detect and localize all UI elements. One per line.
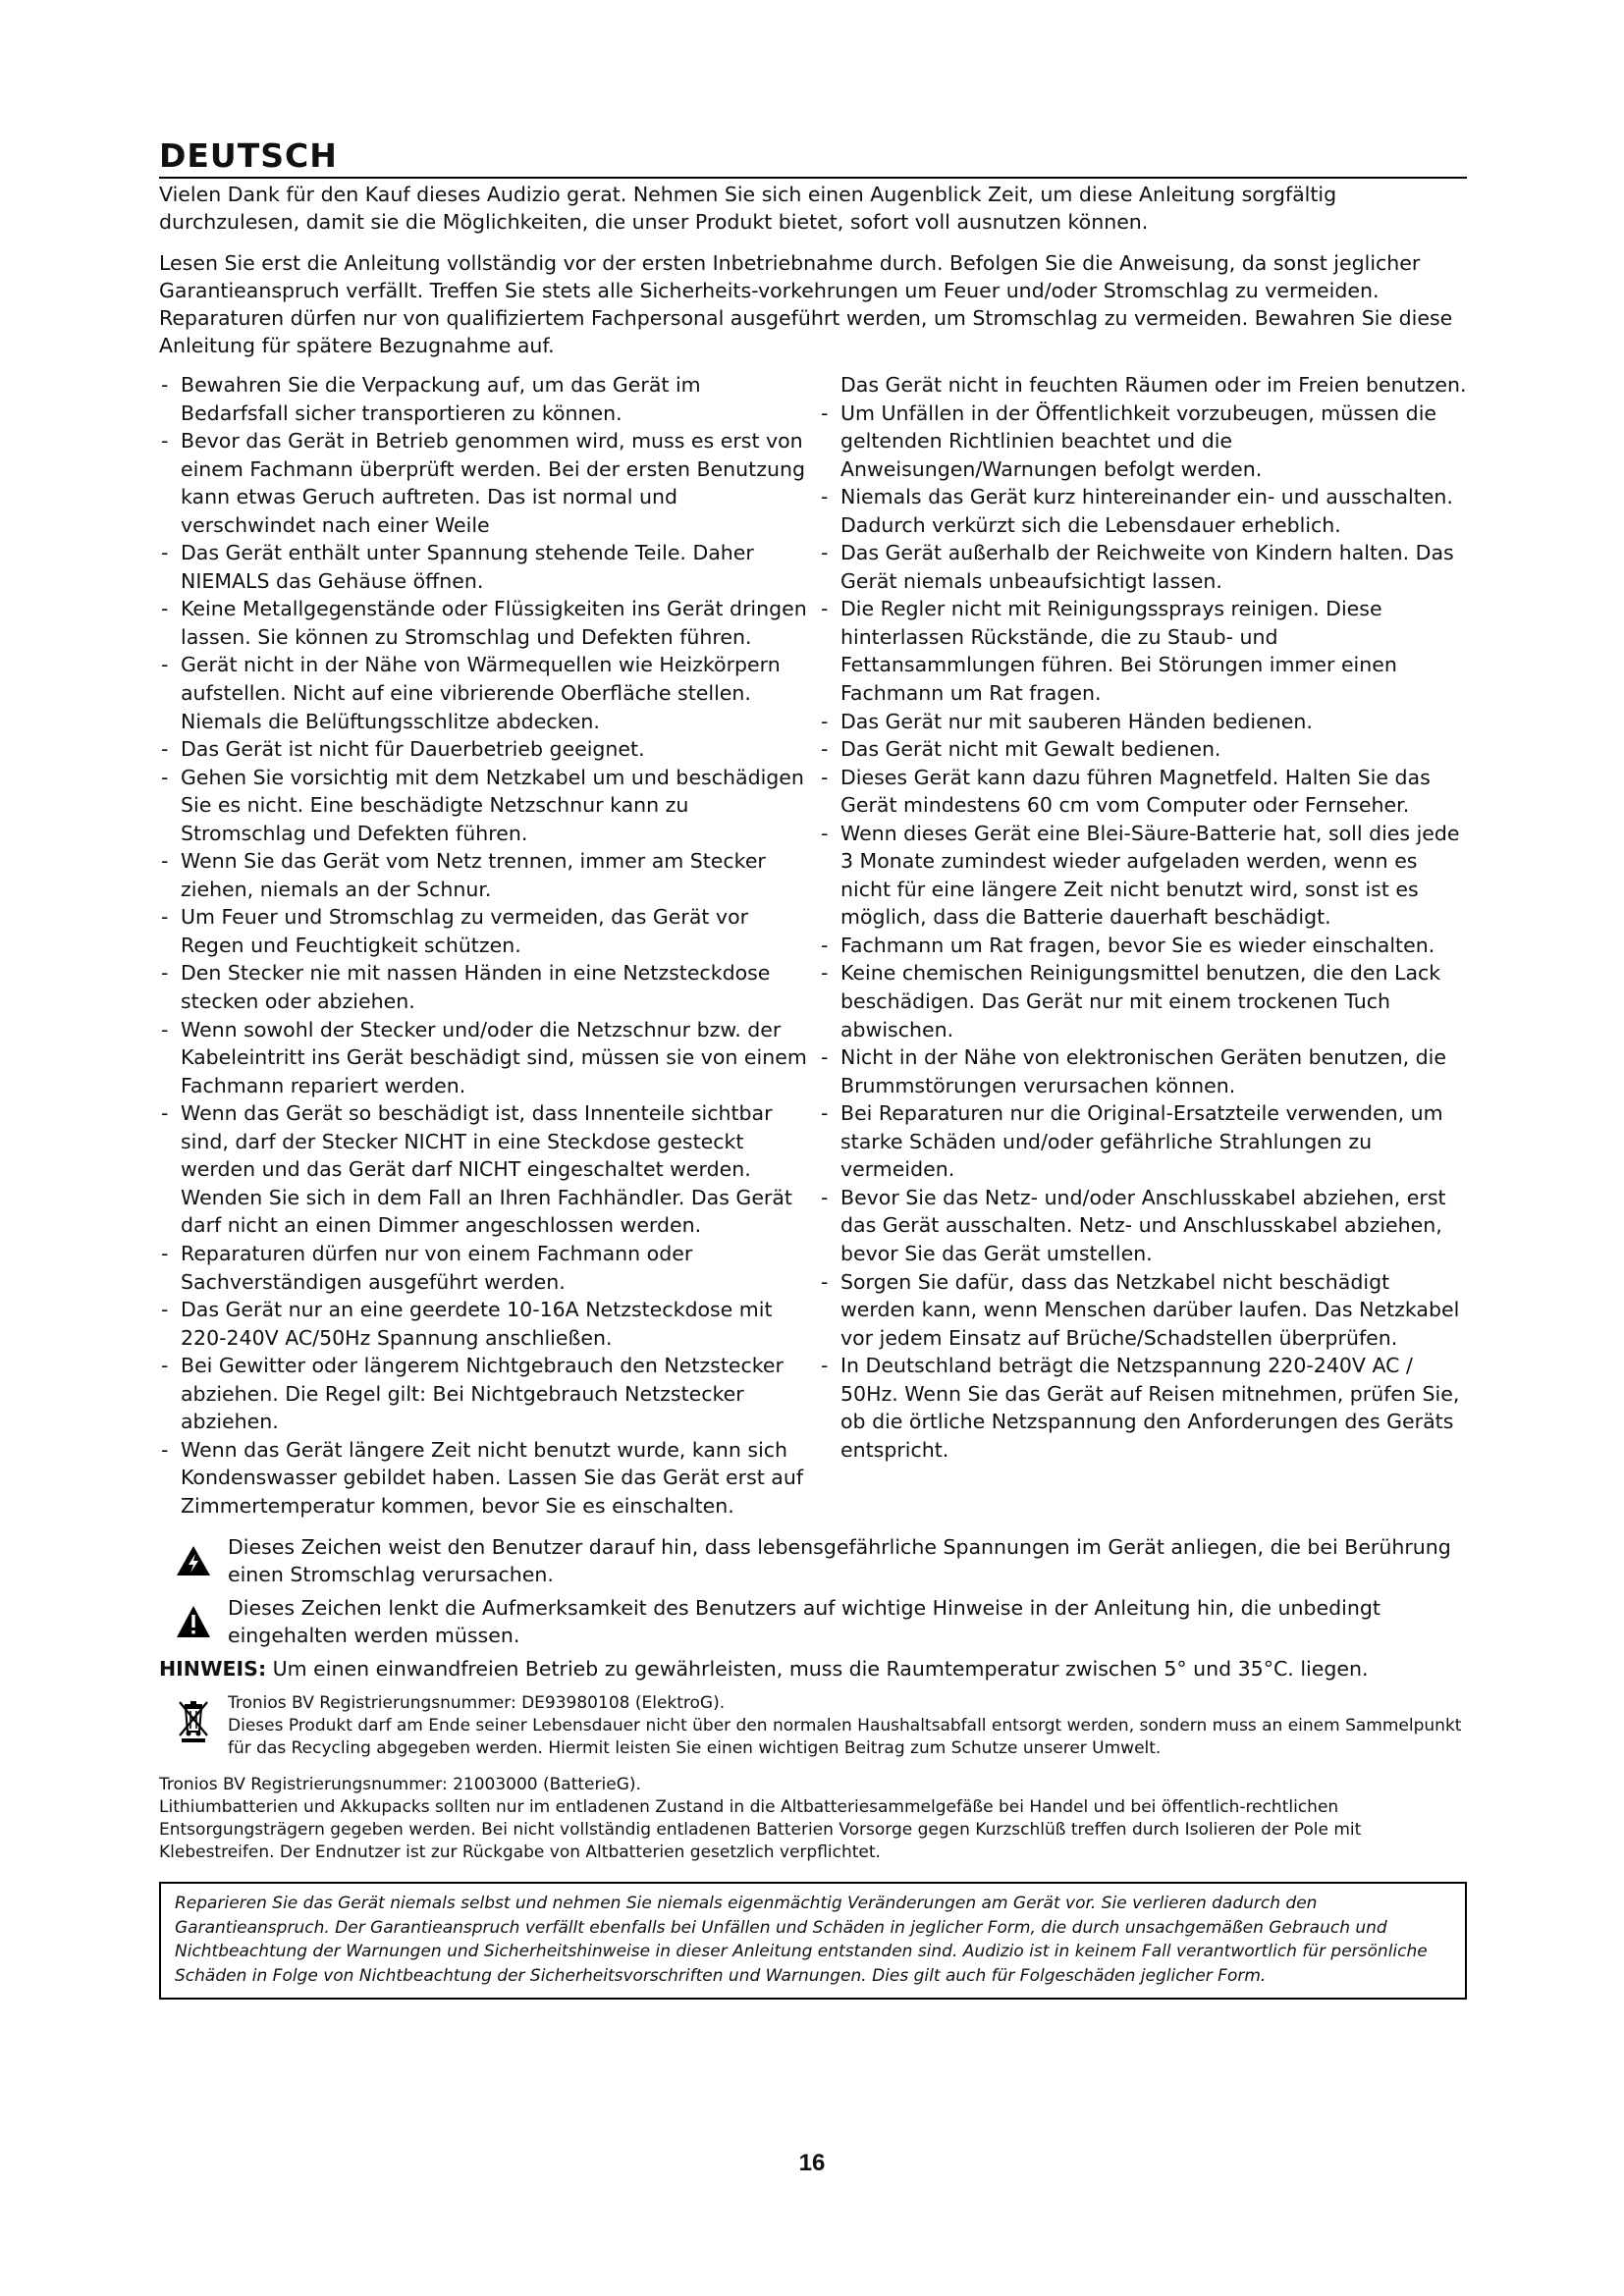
bullet-dash: -: [821, 541, 829, 565]
list-item-text: Gehen Sie vorsichtig mit dem Netzkabel um und beschädigen Sie es nicht. Eine beschädigte Netzschnur kann zu Stromschlag und Defekten führen.: [181, 765, 804, 845]
list-item-text: Wenn sowohl der Stecker und/oder die Netzschnur bzw. der Kabeleintritt ins Gerät beschädigt sind, müssen sie von einem Fachmann repariert werden.: [181, 1017, 807, 1097]
list-item-text: Bei Gewitter oder längerem Nichtgebrauch den Netzstecker abziehen. Die Regel gilt: Bei Nichtgebrauch Netzstecker abziehen.: [181, 1354, 784, 1434]
list-item: [819, 735, 1467, 764]
bullet-dash: -: [821, 1354, 829, 1378]
list-item: [159, 1296, 807, 1352]
list-item-text: Das Gerät enthält unter Spannung stehende Teile. Daher NIEMALS das Gehäuse öffnen.: [181, 541, 754, 593]
list-item: [159, 1436, 807, 1521]
list-item: [159, 651, 807, 735]
bullet-dash: -: [821, 1045, 829, 1070]
bullet-dash: -: [161, 1354, 169, 1378]
bullet-dash: -: [821, 597, 829, 621]
list-item-text: Reparaturen dürfen nur von einem Fachmann oder Sachverständigen ausgeführt werden.: [181, 1241, 693, 1294]
list-item: [819, 1043, 1467, 1099]
bullet-dash: -: [821, 933, 829, 957]
list-item: [819, 959, 1467, 1043]
list-item: [819, 1268, 1467, 1353]
battery-registration: Tronios BV Registrierungsnummer: 21003000 (BatterieG).: [159, 1775, 641, 1795]
weee-text: Dieses Produkt darf am Ende seiner Lebensdauer nicht über den normalen Haushaltsabfall entsorgt werden, sondern muss an einem Sammelpunkt für das Recycling abgegeben werden. Hiermit leisten Sie einen wichtigen Beitrag zum Schutze unserer Umwelt.: [228, 1716, 1462, 1759]
bullet-dash: -: [821, 821, 829, 845]
intro-section: [159, 181, 1467, 359]
list-item: [159, 595, 807, 651]
list-item-text: Den Stecker nie mit nassen Händen in eine Netzsteckdose stecken oder abziehen.: [181, 961, 771, 1014]
bullet-dash: -: [161, 653, 169, 677]
weee-text-block: [228, 1692, 1467, 1760]
list-item: [159, 1099, 807, 1240]
manual-page: [159, 137, 1467, 2000]
list-item: [159, 427, 807, 539]
list-item-text: Dieses Gerät kann dazu führen Magnetfeld. Halten Sie das Gerät mindestens 60 cm vom Computer oder Fernseher.: [840, 765, 1431, 818]
list-item: [159, 1016, 807, 1100]
list-item-text: Die Regler nicht mit Reinigungssprays reinigen. Diese hinterlassen Rückstände, die zu Staub- und Fettansammlungen führen. Bei Störungen immer einen Fachmann um Rat fragen.: [840, 597, 1397, 706]
bullet-dash: -: [161, 429, 169, 454]
bullet-dash: -: [161, 737, 169, 762]
bullet-dash: -: [821, 1101, 829, 1126]
list-item-text: Fachmann um Rat fragen, bevor Sie es wieder einschalten.: [840, 933, 1435, 957]
list-item-text: Wenn das Gerät längere Zeit nicht benutzt wurde, kann sich Kondenswasser gebildet haben. Lassen Sie das Gerät erst auf Zimmertemperatur kommen, bevor Sie es einschalten.: [181, 1437, 804, 1518]
list-item: [819, 539, 1467, 595]
list-item-continuation: Das Gerät nicht in feuchten Räumen oder im Freien benutzen.: [840, 373, 1467, 397]
list-item: [159, 539, 807, 595]
list-item-text: Keine chemischen Reinigungsmittel benutzen, die den Lack beschädigen. Das Gerät nur mit einem trockenen Tuch abwischen.: [840, 961, 1441, 1041]
battery-text: Lithiumbatterien und Akkupacks sollten nur im entladenen Zustand in die Altbatteriesammelgefäße bei Handel und bei öffentlich-rechtlichen Entsorgungsträgern gegeben werden. Bei nicht vollständig entladenen Batterien Vorsorge gegen Kurzschlüß treffen durch Isolieren der Pole mit Klebestreifen. Der Endnutzer ist zur Rückgabe von Altbatterien gesetzlich verpflichtet.: [159, 1797, 1362, 1863]
bullet-dash: -: [161, 905, 169, 930]
bullet-dash: -: [161, 1437, 169, 1462]
list-item-text: Bei Reparaturen nur die Original-Ersatzteile verwenden, um starke Schäden und/oder gefährliche Strahlungen zu vermeiden.: [840, 1101, 1443, 1182]
bullet-dash: -: [161, 1101, 169, 1126]
list-item-text: Gerät nicht in der Nähe von Wärmequellen wie Heizkörpern aufstellen. Nicht auf eine vibrierende Oberfläche stellen. Niemals die Belüftungsschlitze abdecken.: [181, 653, 781, 733]
list-item: [159, 959, 807, 1015]
crossed-out-wheelie-bin-icon: [177, 1698, 210, 1743]
list-item: [819, 932, 1467, 960]
safety-instructions: [159, 371, 1467, 1520]
list-item-text: Das Gerät nur mit sauberen Händen bedienen.: [840, 709, 1313, 733]
weee-registration: Tronios BV Registrierungsnummer: DE93980108 (ElektroG).: [228, 1693, 726, 1714]
bullet-dash: -: [161, 1017, 169, 1041]
right-column: [819, 371, 1467, 1520]
bullet-dash: -: [821, 485, 829, 509]
bullet-dash: -: [821, 709, 829, 733]
bullet-dash: -: [821, 1185, 829, 1209]
bullet-dash: -: [161, 1298, 169, 1322]
exclamation-warning-icon: [176, 1605, 211, 1638]
list-item-text: Das Gerät nur an eine geerdete 10-16A Netzsteckdose mit 220-240V AC/50Hz Spannung anschließen.: [181, 1298, 773, 1350]
weee-section: [159, 1692, 1467, 1760]
list-item-text: Das Gerät außerhalb der Reichweite von Kindern halten. Das Gerät niemals unbeaufsichtigt lassen.: [840, 541, 1454, 593]
right-instruction-list: [819, 371, 1467, 1464]
left-column: [159, 371, 807, 1520]
bullet-dash: -: [161, 373, 169, 397]
bullet-dash: -: [821, 765, 829, 789]
list-item: [159, 903, 807, 959]
bullet-dash: -: [161, 765, 169, 789]
list-item: [819, 595, 1467, 707]
list-item: [159, 764, 807, 848]
bullet-dash: -: [821, 400, 829, 425]
list-item: [819, 1184, 1467, 1268]
list-item-text: Das Gerät nicht mit Gewalt bedienen.: [840, 737, 1221, 762]
list-item: [819, 1352, 1467, 1464]
shock-sign-text: Dieses Zeichen weist den Benutzer darauf hin, dass lebensgefährliche Spannungen im Gerät anliegen, die bei Berührung einen Stromschlag verursachen.: [228, 1535, 1451, 1587]
list-item: [819, 708, 1467, 736]
list-item: [819, 1099, 1467, 1184]
list-item-text: Niemals das Gerät kurz hintereinander ein- und ausschalten. Dadurch verkürzt sich die Lebensdauer erheblich.: [840, 485, 1453, 537]
list-item-text: Nicht in der Nähe von elektronischen Geräten benutzen, die Brummstörungen verursachen können.: [840, 1045, 1446, 1097]
list-item-text: Bewahren Sie die Verpackung auf, um das Gerät im Bedarfsfall sicher transportieren zu können.: [181, 373, 701, 425]
bullet-dash: -: [821, 1269, 829, 1294]
shock-sign-row: [159, 1533, 1467, 1588]
intro-paragraph: Vielen Dank für den Kauf dieses Audizio gerat. Nehmen Sie sich einen Augenblick Zeit, um diese Anleitung sorgfältig durchzulesen, damit sie die Möglichkeiten, die unser Produkt bietet, sofort voll ausnutzen können.: [159, 183, 1337, 234]
intro-paragraph: Lesen Sie erst die Anleitung vollständig vor der ersten Inbetriebnahme durch. Befolgen Sie die Anweisung, da sonst jeglicher Garantieanspruch verfällt. Treffen Sie stets alle Sicherheits-vorkehrungen um Feuer und/oder Stromschlag zu vermeiden. Reparaturen dürfen nur von qualifiziertem Fachpersonal ausgeführt werden, um Stromschlag zu vermeiden. Bewahren Sie diese Anleitung für spätere Bezugnahme auf.: [159, 251, 1453, 357]
page-title: DEUTSCH: [159, 137, 1467, 179]
list-item-text: Keine Metallgegenstände oder Flüssigkeiten ins Gerät dringen lassen. Sie können zu Stromschlag und Defekten führen.: [181, 597, 807, 649]
hinweis-note: [159, 1655, 1467, 1682]
list-item: [819, 400, 1467, 484]
list-item-text: Bevor das Gerät in Betrieb genommen wird, muss es erst von einem Fachmann überprüft werden. Bei der ersten Benutzung kann etwas Geruch auftreten. Das ist normal und verschwindet nach einer Weile: [181, 429, 805, 537]
list-item-text: In Deutschland beträgt die Netzspannung 220-240V AC / 50Hz. Wenn Sie das Gerät auf Reisen mitnehmen, prüfen Sie, ob die örtliche Netzspannung den Anforderungen des Geräts entspricht.: [840, 1354, 1460, 1462]
hinweis-text: Um einen einwandfreien Betrieb zu gewährleisten, muss die Raumtemperatur zwischen 5° und 35°C. liegen.: [266, 1657, 1369, 1682]
list-item: [159, 371, 807, 427]
left-instruction-list: [159, 371, 807, 1520]
list-item: [819, 764, 1467, 820]
list-item: [819, 820, 1467, 932]
page-number: 16: [798, 2150, 826, 2176]
list-item-text: Wenn das Gerät so beschädigt ist, dass Innenteile sichtbar sind, darf der Stecker NICHT in eine Steckdose gesteckt werden und das Gerät darf NICHT eingeschaltet werden. Wenden Sie sich in dem Fall an Ihren Fachhändler. Das Gerät darf nicht an einen Dimmer angeschlossen werden.: [181, 1101, 792, 1238]
list-item-text: Um Feuer und Stromschlag zu vermeiden, das Gerät vor Regen und Feuchtigkeit schützen.: [181, 905, 749, 957]
electric-shock-warning-icon: [176, 1545, 211, 1576]
list-item: [159, 1240, 807, 1296]
list-item-text: Um Unfällen in der Öffentlichkeit vorzubeugen, müssen die geltenden Richtlinien beachtet und die Anweisungen/Warnungen befolgt werden.: [840, 400, 1437, 481]
bullet-dash: -: [161, 849, 169, 874]
list-item-text: Sorgen Sie dafür, dass das Netzkabel nicht beschädigt werden kann, wenn Menschen darüber laufen. Das Netzkabel vor jedem Einsatz auf Brüche/Schadstellen überprüfen.: [840, 1269, 1460, 1350]
bullet-dash: -: [161, 1241, 169, 1265]
battery-section: [159, 1774, 1467, 1864]
bullet-dash: -: [821, 737, 829, 762]
hinweis-label: HINWEIS:: [159, 1657, 267, 1682]
list-item-text: Wenn Sie das Gerät vom Netz trennen, immer am Stecker ziehen, niemals an der Schnur.: [181, 849, 766, 901]
list-item: [159, 847, 807, 903]
bullet-dash: -: [161, 597, 169, 621]
list-item-text: Bevor Sie das Netz- und/oder Anschlusskabel abziehen, erst das Gerät ausschalten. Netz- und Anschlusskabel abziehen, bevor Sie das Gerät umstellen.: [840, 1185, 1446, 1265]
list-item-text: Wenn dieses Gerät eine Blei-Säure-Batterie hat, soll dies jede 3 Monate zumindest wieder aufgeladen werden, wenn es nicht für eine längere Zeit nicht benutzt wird, sonst ist es möglich, dass die Batterie dauerhaft beschädigt.: [840, 821, 1460, 930]
list-item-text: Das Gerät ist nicht für Dauerbetrieb geeignet.: [181, 737, 645, 762]
list-item: [159, 735, 807, 764]
warning-sign-row: [159, 1594, 1467, 1649]
list-item: [819, 483, 1467, 539]
disclaimer-box: Reparieren Sie das Gerät niemals selbst und nehmen Sie niemals eigenmächtig Veränderungen am Gerät vor. Sie verlieren dadurch den Garantieanspruch. Der Garantieanspruch verfällt ebenfalls bei Unfällen und Schäden in jeglicher Form, die durch unsachgemäßen Gebrauch und Nichtbeachtung der Warnungen und Sicherheitshinweise in dieser Anleitung entstanden sind. Audizio ist in keinem Fall verantwortlich für persönliche Schäden in Folge von Nichtbeachtung der Sicherheitsvorschriften und Warnungen. Dies gilt auch für Folgeschäden jeglicher Form.: [159, 1882, 1467, 2000]
warning-sign-text: Dieses Zeichen lenkt die Aufmerksamkeit des Benutzers auf wichtige Hinweise in der Anleitung hin, die unbedingt eingehalten werden müssen.: [228, 1596, 1380, 1648]
list-item: [159, 1352, 807, 1436]
bullet-dash: -: [161, 541, 169, 565]
bullet-dash: -: [821, 961, 829, 986]
bullet-dash: -: [161, 961, 169, 986]
